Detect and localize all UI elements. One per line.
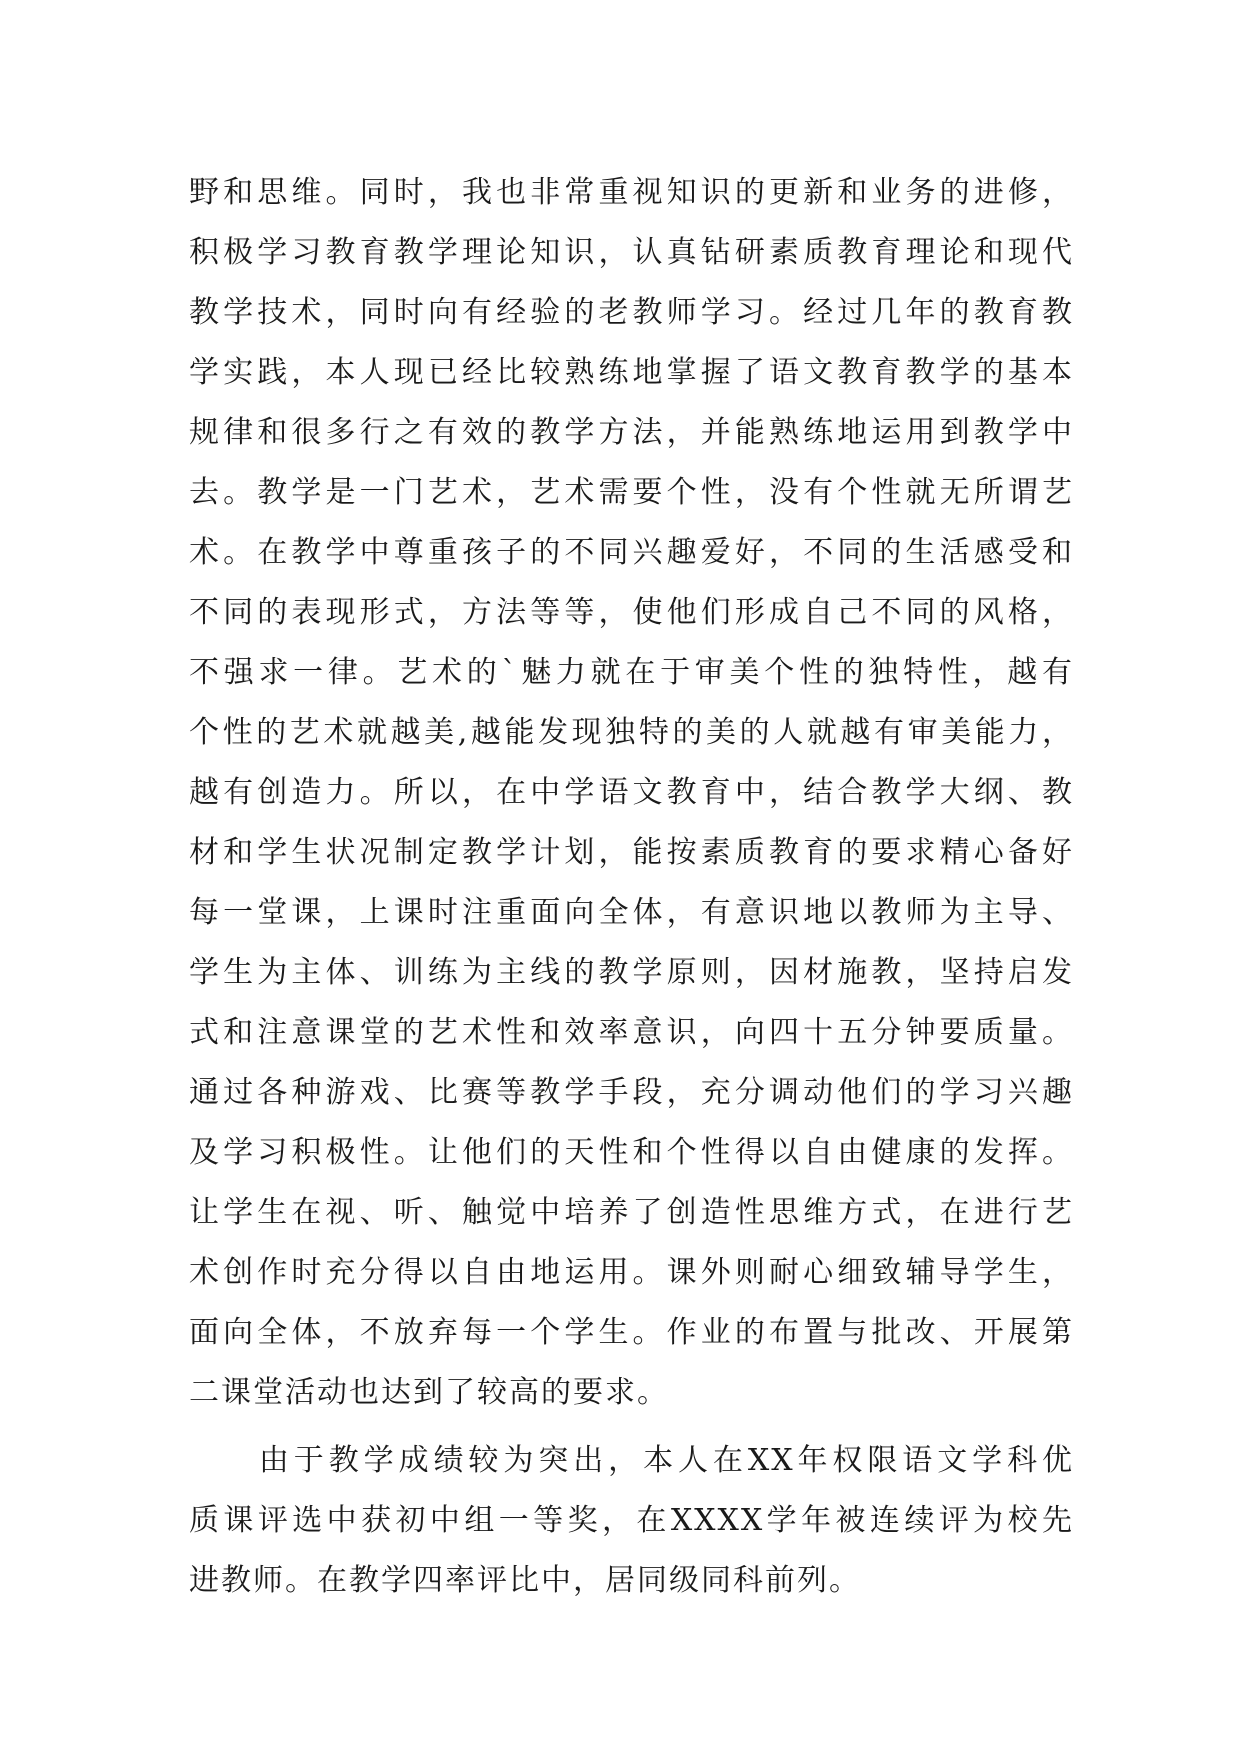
text-line: 由于教学成绩较为突出，本人在XX年权限语文学科优 (189, 1443, 1074, 1478)
body-text (189, 163, 1074, 1611)
text-line: 学生为主体、训练为主线的教学原则，因材施教，坚持启发 (189, 955, 1074, 990)
text-line: 及学习积极性。让他们的天性和个性得以自由健康的发挥。 (189, 1135, 1074, 1170)
text-line: 进教师。在教学四率评比中，居同级同科前列。 (189, 1563, 861, 1598)
text-line: 术创作时充分得以自由地运用。课外则耐心细致辅导学生， (189, 1255, 1074, 1290)
text-line: 规律和很多行之有效的教学方法，并能熟练地运用到教学中 (189, 415, 1074, 450)
text-line: 教学技术，同时向有经验的老教师学习。经过几年的教育教 (189, 295, 1074, 330)
text-line: 式和注意课堂的艺术性和效率意识，向四十五分钟要质量。 (189, 1015, 1074, 1050)
text-line: 每一堂课，上课时注重面向全体，有意识地以教师为主导、 (189, 895, 1074, 930)
text-line: 面向全体，不放弃每一个学生。作业的布置与批改、开展第 (189, 1315, 1074, 1350)
text-line: 不同的表现形式，方法等等，使他们形成自己不同的风格， (189, 595, 1074, 630)
text-line: 质课评选中获初中组一等奖，在XXXX学年被连续评为校先 (189, 1503, 1074, 1538)
text-line: 去。教学是一门艺术，艺术需要个性，没有个性就无所谓艺 (189, 475, 1074, 510)
text-line: 越有创造力。所以，在中学语文教育中，结合教学大纲、教 (189, 775, 1074, 810)
text-line: 野和思维。同时，我也非常重视知识的更新和业务的进修， (189, 175, 1074, 210)
text-line: 积极学习教育教学理论知识，认真钻研素质教育理论和现代 (189, 235, 1074, 270)
text-line: 术。在教学中尊重孩子的不同兴趣爱好，不同的生活感受和 (189, 535, 1074, 570)
paragraph-1 (189, 163, 1074, 1423)
text-line: 不强求一律。艺术的`魅力就在于审美个性的独特性，越有 (189, 655, 1074, 690)
paragraph-2 (189, 1431, 1074, 1611)
text-line: 个性的艺术就越美,越能发现独特的美的人就越有审美能力， (189, 715, 1074, 750)
text-line: 让学生在视、听、触觉中培养了创造性思维方式，在进行艺 (189, 1195, 1074, 1230)
text-line: 通过各种游戏、比赛等教学手段，充分调动他们的学习兴趣 (189, 1075, 1074, 1110)
text-line: 材和学生状况制定教学计划，能按素质教育的要求精心备好 (189, 835, 1074, 870)
text-line: 二课堂活动也达到了较高的要求。 (189, 1375, 669, 1410)
paragraph-gap (189, 1423, 1074, 1431)
text-line: 学实践，本人现已经比较熟练地掌握了语文教育教学的基本 (189, 355, 1074, 390)
